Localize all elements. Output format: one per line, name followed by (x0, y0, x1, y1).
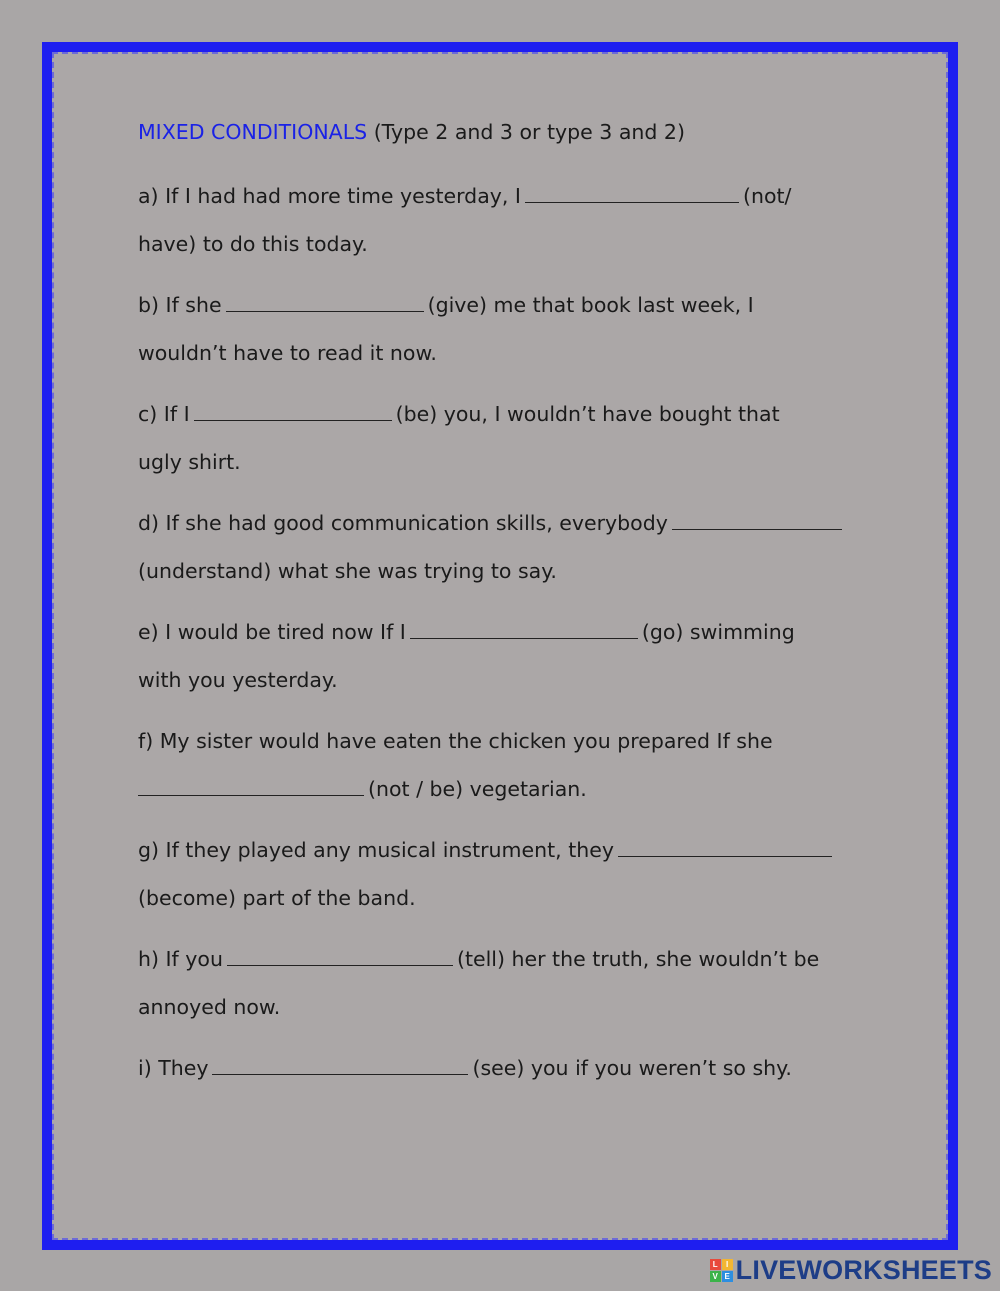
item-f-text-1: f) My sister would have eaten the chicken you prepared If she (138, 729, 773, 753)
exercise-item-e (138, 608, 878, 704)
item-a-blank[interactable] (525, 182, 739, 203)
exercise-item-h (138, 935, 878, 1031)
item-e-text-2: (go) swimming (641, 620, 795, 644)
item-h-text-3: annoyed now. (138, 995, 281, 1019)
item-i-blank[interactable] (212, 1054, 468, 1075)
worksheet-subtitle: (Type 2 and 3 or type 3 and 2) (373, 120, 685, 144)
item-d-text-1: d) If she had good communication skills, everybody (138, 511, 668, 535)
item-e-blank[interactable] (410, 618, 638, 639)
item-a-text-3: have) to do this today. (138, 232, 368, 256)
item-d-blank[interactable] (672, 509, 842, 530)
item-h-blank[interactable] (227, 945, 453, 966)
worksheet-title: MIXED CONDITIONALS (138, 120, 368, 144)
item-e-text-3: with you yesterday. (138, 668, 338, 692)
item-c-text-2: (be) you, I wouldn’t have bought that (395, 402, 780, 426)
item-c-text-3: ugly shirt. (138, 450, 241, 474)
exercise-item-g (138, 826, 878, 922)
item-d-text-2: (understand) what she was trying to say. (138, 559, 557, 583)
logo-text: LIVEWORKSHEETS (735, 1254, 992, 1285)
logo-letter: E (722, 1271, 733, 1282)
exercise-item-i (138, 1044, 878, 1092)
worksheet-content (138, 110, 878, 1105)
exercise-item-f (138, 717, 878, 813)
item-b-text-3: wouldn’t have to read it now. (138, 341, 437, 365)
item-a-text-1: a) If I had had more time yesterday, I (138, 184, 521, 208)
item-c-blank[interactable] (194, 400, 392, 421)
item-g-blank[interactable] (618, 836, 832, 857)
exercise-item-b (138, 281, 878, 377)
item-b-blank[interactable] (226, 291, 424, 312)
item-c-text-1: c) If I (138, 402, 190, 426)
item-e-text-1: e) I would be tired now If I (138, 620, 406, 644)
item-a-text-2: (not/ (742, 184, 792, 208)
liveworksheets-logo (710, 1255, 992, 1285)
item-h-text-2: (tell) her the truth, she wouldn’t be (456, 947, 820, 971)
item-g-text-1: g) If they played any musical instrument, they (138, 838, 614, 862)
title-line (138, 110, 878, 154)
logo-letter: V (710, 1271, 721, 1282)
item-i-text-1: i) They (138, 1056, 209, 1080)
logo-mark-icon (710, 1259, 733, 1282)
exercise-item-a (138, 172, 878, 268)
item-h-text-1: h) If you (138, 947, 223, 971)
item-i-text-2: (see) you if you weren’t so shy. (472, 1056, 792, 1080)
item-f-text-2: (not / be) vegetarian. (368, 777, 587, 801)
exercise-item-c (138, 390, 878, 486)
item-b-text-2: (give) me that book last week, I (427, 293, 754, 317)
exercise-item-d (138, 499, 878, 595)
item-g-text-2: (become) part of the band. (138, 886, 416, 910)
logo-letter: I (722, 1259, 733, 1270)
logo-letter: L (710, 1259, 721, 1270)
item-f-blank[interactable] (138, 775, 364, 796)
item-b-text-1: b) If she (138, 293, 222, 317)
